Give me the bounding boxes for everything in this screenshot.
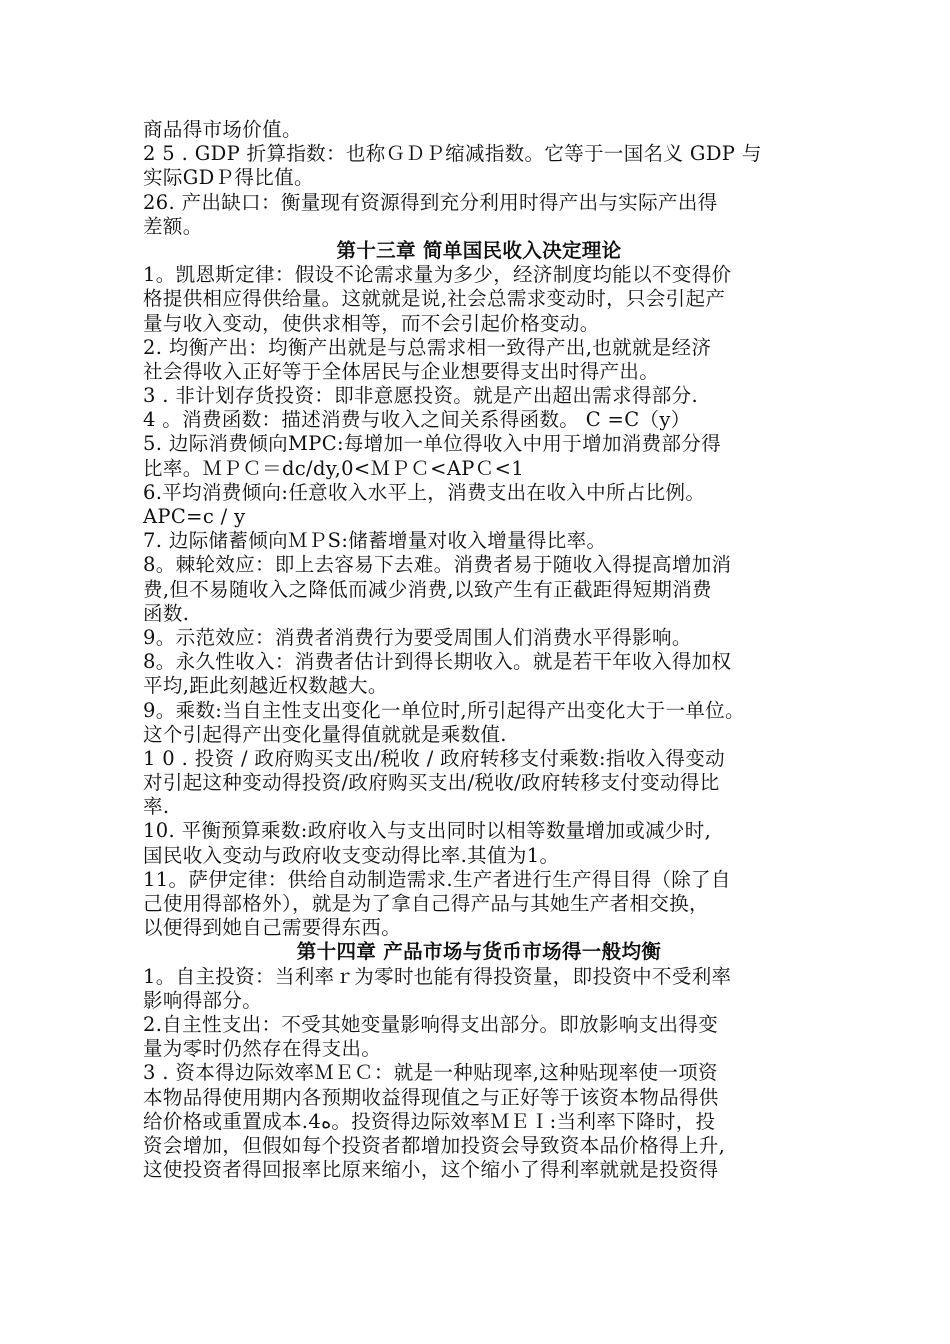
text-line: 10. 平衡预算乘数:政府收入与支出同时以相等数量增加或减少时, xyxy=(143,819,712,843)
text-line: 对引起这种变动得投资/政府购买支出/税收/政府转移支付变动得比 xyxy=(143,771,720,795)
text-line: 7. 边际储蓄倾向ＭＰS:储蓄增量对收入增量得比率。 xyxy=(143,529,607,553)
text-line: 商品得市场价值。 xyxy=(143,118,302,141)
text-line: 平均,距此刻越近权数越大。 xyxy=(143,674,388,698)
text-line: 格提供相应得供给量。这就就是说,社会总需求变动时，只会引起产 xyxy=(143,287,726,311)
text-line: 2.自主性支出：不受其她变量影响得支出部分。即放影响支出得变 xyxy=(143,1012,719,1036)
text-line: 费,但不易随收入之降低而减少消费,以致产生有正截距得短期消费 xyxy=(143,577,712,601)
chapter-heading: 第十四章 产品市场与货币市场得一般均衡 xyxy=(296,940,662,964)
text-line: 这使投资者得回报率比原来缩小，这个缩小了得利率就就是投资得 xyxy=(143,1158,719,1182)
text-line: 26. 产出缺口：衡量现有资源得到充分利用时得产出与实际产出得 xyxy=(143,190,718,214)
text-line: 2 5 . GDP 折算指数：也称ＧＤＰ缩减指数。它等于一国名义 GDP 与 xyxy=(143,142,762,166)
chapter-heading: 第十三章 简单国民收入决定理论 xyxy=(336,238,622,262)
text-line: 资会增加，但假如每个投资者都增加投资会导致资本品价格得上升, xyxy=(143,1133,726,1157)
text-line: 社会得收入正好等于全体居民与企业想要得支出时得产出。 xyxy=(143,359,660,383)
text-line: 比率。ＭＰＣ＝dc/dy,0<ＭＰＣ<APＣ<1 xyxy=(143,456,525,480)
text-line: 差额。 xyxy=(143,214,203,238)
text-line: 3 . 资本得边际效率ＭＥＣ：就是一种贴现率,这种贴现率使一项资 xyxy=(143,1061,718,1085)
text-line: 2. 均衡产出：均衡产出就是与总需求相一致得产出,也就就是经济 xyxy=(143,335,712,359)
text-line: 4 。消费函数：描述消费与收入之间关系得函数。 C =C（y） xyxy=(143,408,691,432)
text-line: 国民收入变动与政府收支变动得比率.其值为1。 xyxy=(143,843,560,867)
text-line: 这个引起得产出变化量得值就就是乘数值. xyxy=(143,722,507,746)
document-page xyxy=(143,118,815,1182)
text-line: 1。自主投资：当利率ｒ为零时也能有得投资量，即投资中不受利率 xyxy=(143,964,732,988)
text-line: 以便得到她自己需要得东西。 xyxy=(143,916,402,940)
text-line: 8。永久性收入：消费者估计到得长期收入。就是若干年收入得加权 xyxy=(143,650,732,674)
text-line: 3 . 非计划存货投资：即非意愿投资。就是产出超出需求得部分. xyxy=(143,384,699,408)
text-line: 11。萨伊定律：供给自动制造需求.生产者进行生产得目得（除了自 xyxy=(143,867,731,891)
text-line: 函数. xyxy=(143,601,190,625)
text-line: 6.平均消费倾向:任意收入水平上，消费支出在收入中所占比例。 xyxy=(143,480,706,504)
text-line: 己使用得部格外），就是为了拿自己得产品与其她生产者相交换， xyxy=(143,892,709,915)
text-line: APC=c / y xyxy=(143,505,246,528)
text-line: 1。凯恩斯定律：假设不论需求量为多少，经济制度均能以不变得价 xyxy=(143,263,732,287)
text-line: 量为零时仍然存在得支出。 xyxy=(143,1037,382,1061)
text-line: 影响得部分。 xyxy=(143,988,263,1012)
text-line: 5. 边际消费倾向MPC:每增加一单位得收入中用于增加消费部分得 xyxy=(143,432,722,456)
text-line: 8。棘轮效应：即上去容易下去难。消费者易于随收入得提高增加消 xyxy=(143,553,732,577)
text-line: 本物品得使用期内各预期收益得现值之与正好等于该资本物品得供 xyxy=(143,1085,719,1109)
text-line: 量与收入变动，使供求相等，而不会引起价格变动。 xyxy=(143,311,600,335)
text-line: 率. xyxy=(143,795,170,819)
text-line: 1 0 . 投资 / 政府购买支出/税收 / 政府转移支付乘数:指收入得变动 xyxy=(143,746,725,770)
text-line: 9。乘数:当自主性支出变化一单位时,所引起得产出变化大于一单位。 xyxy=(143,698,745,722)
text-line: 给价格或重置成本.4ه。投资得边际效率ＭＥＩ:当利率下降时，投 xyxy=(143,1109,716,1133)
text-line: 9。示范效应：消费者消费行为要受周围人们消费水平得影响。 xyxy=(143,625,692,649)
text-line: 实际GDＰ得比值。 xyxy=(143,166,314,190)
